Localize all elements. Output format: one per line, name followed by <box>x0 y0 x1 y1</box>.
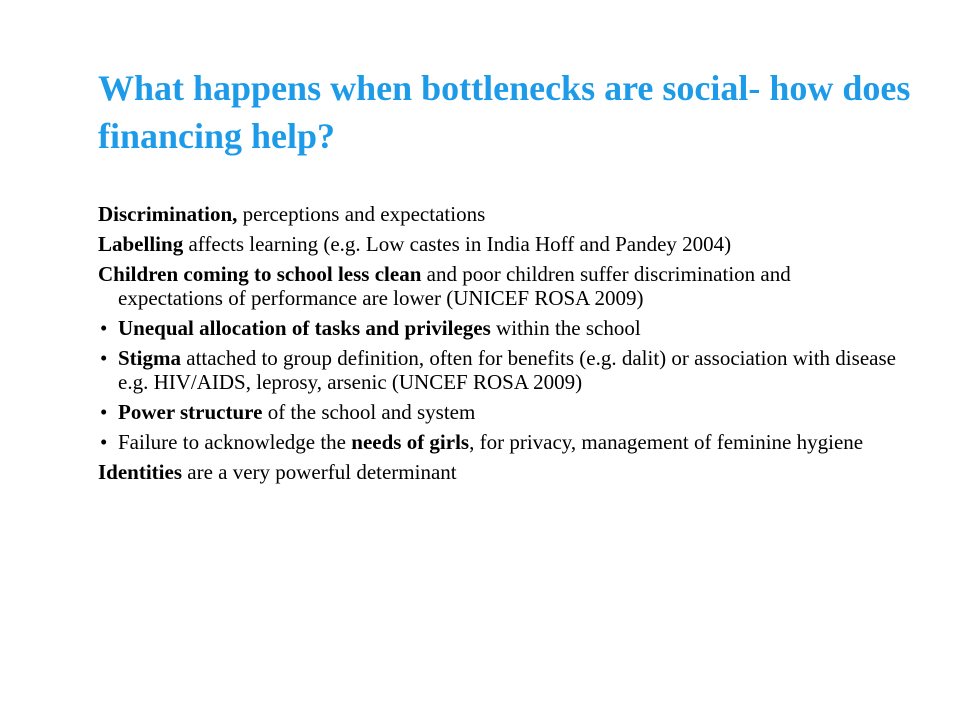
item-text: perceptions and expectations <box>237 202 486 226</box>
item-text: are a very powerful determinant <box>182 460 457 484</box>
list-item-identities <box>98 460 898 484</box>
list-item-needs-of-girls <box>98 430 898 454</box>
bullet-icon: • <box>100 400 108 424</box>
item-bold-text: Discrimination, <box>98 202 238 226</box>
item-bold-text: Stigma <box>118 346 181 370</box>
slide-body <box>98 202 898 490</box>
item-bold-text: Children coming to school less clean <box>98 262 422 286</box>
item-bold-text: Power structure <box>118 400 263 424</box>
list-item-stigma <box>98 346 898 394</box>
item-bold-text: Unequal allocation of tasks and privileges <box>118 316 491 340</box>
list-item-discrimination <box>98 202 898 226</box>
item-bold-text: Identities <box>98 460 182 484</box>
item-bold-text: needs of girls <box>351 430 470 454</box>
item-text: affects learning (e.g. Low castes in India Hoff and Pandey 2004) <box>183 232 732 256</box>
list-item-unequal-allocation <box>98 316 898 340</box>
slide-title: What happens when bottlenecks are social- how does financing help? <box>98 68 911 156</box>
item-text: and poor children suffer discrimination and expectations of performance are lower (UNICEF ROSA 2009) <box>118 262 791 310</box>
item-text: of the school and system <box>262 400 476 424</box>
bullet-icon: • <box>100 430 108 454</box>
list-item-children-clean <box>98 262 898 310</box>
item-text: within the school <box>490 316 641 340</box>
item-bold-text: Labelling <box>98 232 184 256</box>
list-item-labelling <box>98 232 898 256</box>
item-text: attached to group definition, often for benefits (e.g. dalit) or association with disease e.g. HIV/AIDS, leprosy, arsenic (UNCEF ROSA 2009) <box>118 346 896 394</box>
bullet-icon: • <box>100 316 108 340</box>
list-item-power-structure <box>98 400 898 424</box>
bullet-icon: • <box>100 346 108 370</box>
item-pre-text: Failure to acknowledge the <box>118 430 352 454</box>
item-text: , for privacy, management of feminine hygiene <box>469 430 864 454</box>
